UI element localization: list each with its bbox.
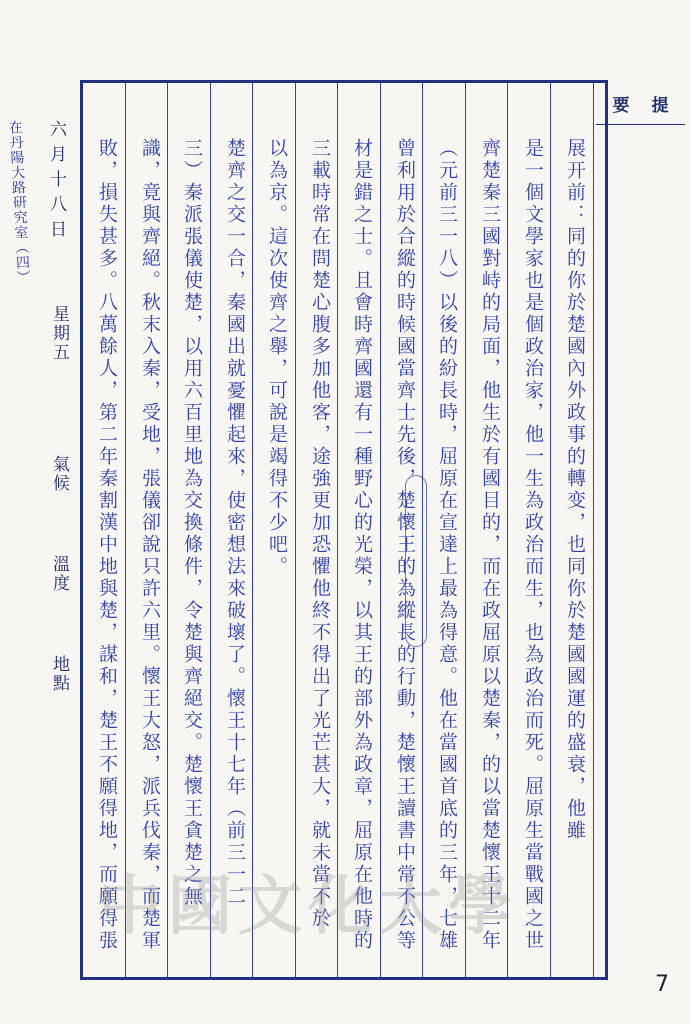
header-char-right: 提 (651, 96, 669, 116)
handwritten-line: 展开前：同的你於楚國內外政事的轉变，也同你於楚國國運的盛衰，他雖 (564, 138, 586, 842)
handwritten-line: 楚齊之交一合，秦國出就憂懼起來，使密想法來破壞了。懷王十七年（前三一二 (224, 138, 246, 908)
handwritten-line: 以為京。這次使齊之舉，可說是竭得不少吧。 (266, 138, 288, 578)
date-label: 六月十八日 (46, 120, 66, 245)
page-number: 7 (655, 972, 669, 997)
weather-label: 氣候 (49, 455, 69, 493)
ink-circle-annotation (405, 475, 427, 647)
handwritten-line: 齊楚秦三國對峙的局面，他生於有國目的，而在政屈原以楚秦，的以當楚懷王十二年 (479, 138, 501, 952)
handwritten-line: 材是錯之士。且會時齊國還有一種野心的光榮，以其王的部外為政章，屈原在他時的 (351, 138, 373, 952)
handwritten-line: 曾利用於合縱的時候國當齊士先後，楚懷王的為縱長的行動，楚懷王讀書中常不公等 (394, 138, 416, 952)
margin-handwritten-note: 在丹陽大路研究室（四） (6, 119, 32, 286)
handwritten-line: 是一個文學家也是個政治家，他一生為政治而生，也為政治而死。屈原生當戰國之世 (522, 138, 544, 952)
university-watermark: 中國文化大學 (98, 870, 518, 944)
handwritten-line: 識，竟與齊絕。秋末入秦，受地，張儀卻說只許六里。懷王大怒，派兵伐秦，而楚軍 (139, 138, 161, 952)
handwritten-line: 敗，損失甚多。八萬餘人，第二年秦割漢中地與楚，謀和，楚王不願得地，而願得張 (96, 138, 118, 952)
weekday-label: 星期五 (49, 305, 69, 362)
ruled-frame (80, 80, 669, 980)
place-label: 地點 (49, 655, 69, 693)
handwritten-line: 三載時常在問楚心腹多加他客，途強更加恐懼他終不得出了光芒甚大，就未當不於 (309, 138, 331, 930)
handwritten-line: 三）秦派張儀使楚，以用六百里地為交換條件，令楚與齊絕交。楚懷王貪楚之無 (181, 138, 203, 908)
temperature-label: 溫度 (49, 555, 69, 593)
handwritten-line: （元前三一八）以後的紛長時，屈原在宣達上最為得意。他在當國首底的三年，七雄 (436, 138, 458, 952)
header-char-left: 要 (612, 96, 630, 116)
summary-header (596, 83, 685, 125)
